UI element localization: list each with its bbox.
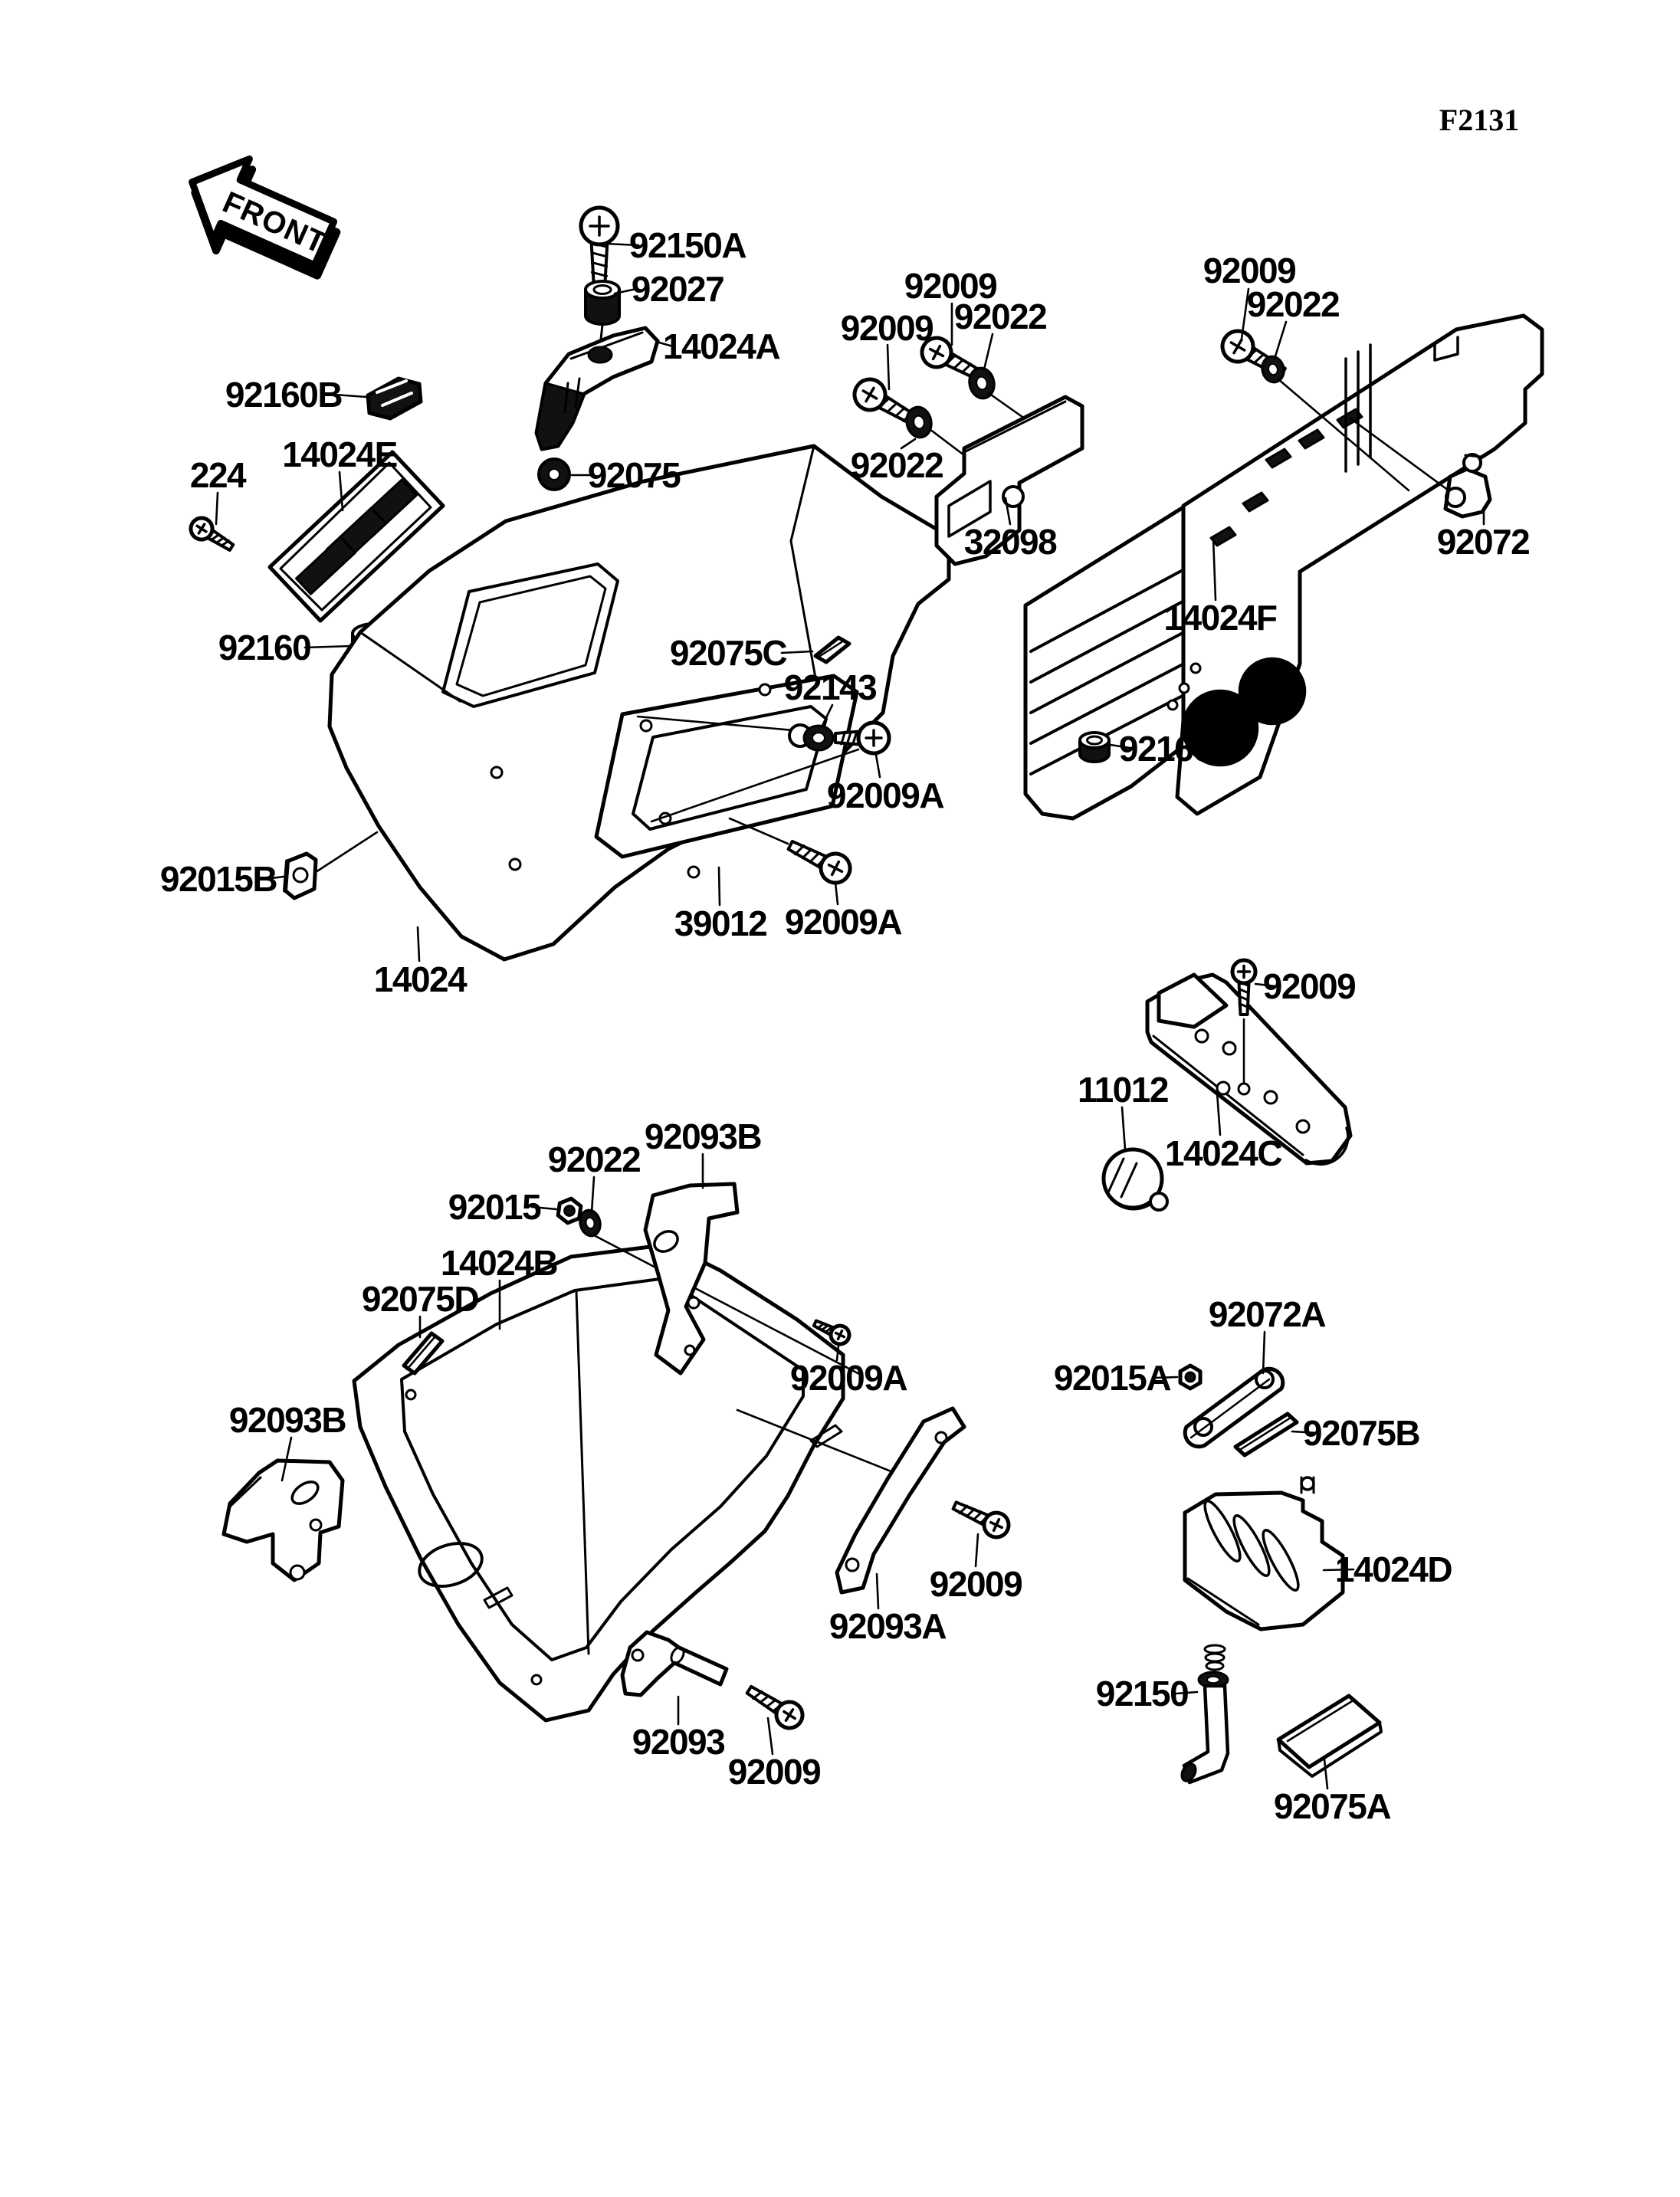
part-label: 92009 (1203, 251, 1296, 290)
part-label: 92093 (632, 1722, 725, 1762)
part-label: 92022 (1246, 284, 1340, 324)
part-label: 92075A (1273, 1786, 1391, 1826)
part-label: 92093B (644, 1117, 762, 1156)
part-label: 92015B (159, 859, 277, 899)
front-arrow (171, 142, 349, 293)
part-label: 92009 (929, 1564, 1022, 1604)
part-label: 224 (189, 455, 246, 495)
part-label: 14024D (1334, 1549, 1452, 1589)
part-label: 92160B (225, 375, 343, 415)
part-label: 92160 (218, 628, 311, 667)
part-label: 92075C (669, 633, 787, 673)
part-label: 92150 (1095, 1674, 1189, 1713)
part-label: 92072A (1208, 1294, 1326, 1334)
part-label: 39012 (674, 903, 767, 943)
part-label: 92015 (448, 1187, 541, 1227)
part-label: 92022 (547, 1139, 641, 1179)
part-label: 92009 (840, 308, 934, 348)
part-label: 11012 (1078, 1070, 1168, 1110)
part-label: 14024F (1163, 598, 1277, 638)
part-label: 92009 (904, 266, 997, 306)
part-label: 14024B (440, 1243, 558, 1283)
figure-code: F2131 (1439, 103, 1520, 137)
part-label: 14024E (282, 434, 397, 474)
part-label: 92075 (587, 455, 681, 495)
part-label: 92143 (783, 667, 877, 707)
part-label: 92015A (1053, 1358, 1171, 1398)
part-label: 92072 (1436, 522, 1530, 562)
part-label: 32098 (963, 522, 1057, 562)
part-label: 14024 (373, 959, 467, 999)
part-label: 92009A (789, 1358, 907, 1398)
part-label: 92150A (628, 225, 746, 265)
part-label: 92022 (850, 445, 943, 485)
part-label: 92075D (361, 1279, 479, 1319)
part-label: 92075B (1302, 1413, 1420, 1453)
part-label: 92009 (1262, 966, 1356, 1006)
part-label: 92093B (228, 1400, 346, 1440)
part-label: 92093A (829, 1606, 947, 1646)
part-label: 92160A (1118, 729, 1236, 769)
part-label: 92009A (826, 776, 944, 815)
part-label: 92009 (727, 1752, 821, 1792)
front-arrow-label: FRONT (218, 185, 332, 261)
part-label: 92022 (953, 297, 1047, 336)
part-label: 14024A (662, 326, 780, 366)
part-label: 92009A (784, 902, 902, 942)
part-label: 14024C (1164, 1133, 1282, 1173)
part-label: 92027 (631, 269, 724, 309)
